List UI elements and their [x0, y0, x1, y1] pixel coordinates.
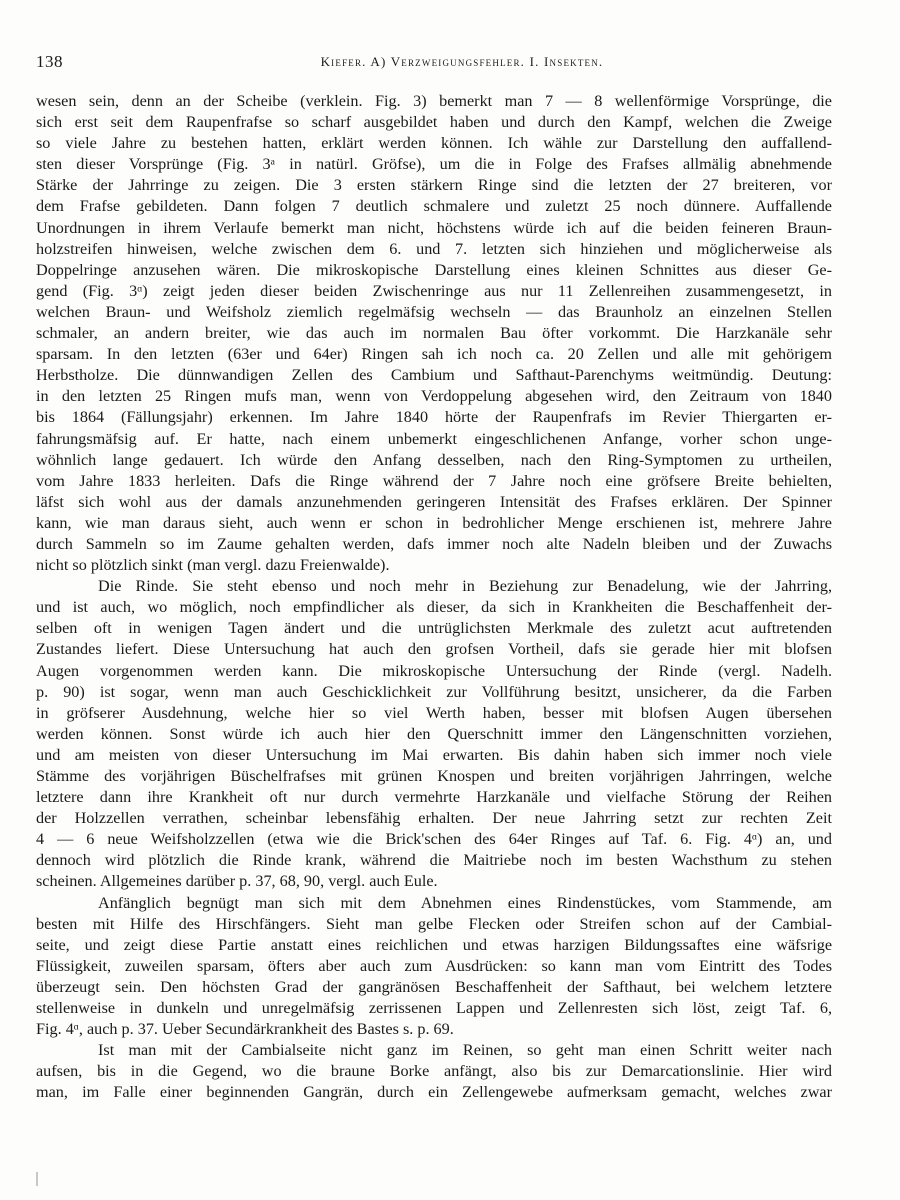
page-number: 138 — [36, 52, 63, 71]
text-line: letztere dann ihre Krankheit oft nur durch vermehrte Harzkanäle und vielfache Störung der Reihen — [36, 788, 832, 807]
text-line: dem Frafse gebildeten. Dann folgen 7 deutlich schmalere und zuletzt 25 noch dünnere. Auffallende — [36, 197, 832, 216]
text-line: stellenweise in dunkeln und unregelmäfsig zerrissenen Lappen und Zellenresten sich löst, zeigt Taf. 6, — [36, 999, 832, 1018]
text-line: sten dieser Vorsprünge (Fig. 3ᵃ in natürl. Gröfse), um die in Folge des Frafses allmälig abnehmende — [36, 155, 832, 174]
text-line: und am meisten von dieser Untersuchung im Mai erwarten. Bis dahin haben sich immer noch viele — [36, 745, 832, 764]
text-line: 4 — 6 neue Weifsholzzellen (etwa wie die Brick'schen des 64er Ringes auf Taf. 6. Fig. 4ᵅ) an, und — [36, 830, 832, 849]
page-header — [36, 52, 828, 76]
text-line: werden können. Sonst würde ich auch hier den Querschnitt immer den Längenschnitten vorziehen, — [36, 724, 832, 743]
text-line: Flüssigkeit, zuweilen sparsam, öfters aber auch zum Ausdrücken: so kann man vom Eintritt des Todes — [36, 956, 832, 975]
text-line: Anfänglich begnügt man sich mit dem Abnehmen eines Rindenstückes, vom Stammende, am — [98, 893, 832, 912]
text-line: aufsen, bis in die Gegend, wo die braune Borke anfängt, also bis zur Demarcationslinie. Hier wird — [36, 1062, 832, 1081]
text-line: Fig. 4ᵅ, auch p. 37. Ueber Secundärkrankheit des Bastes s. p. 69. — [36, 1020, 454, 1039]
text-line: der Holzzellen verrathen, scheinbar lebensfähig erhalten. Der neue Jahrring setzt zur rechten Zeit — [36, 809, 832, 828]
text-line: Zustandes liefert. Diese Untersuchung hat auch den grofsen Vortheil, dafs sie gerade hier mit blofsen — [36, 640, 832, 659]
text-line: Ist man mit der Cambialseite nicht ganz im Reinen, so geht man einen Schritt weiter nach — [98, 1041, 832, 1060]
running-head: Kiefer. A) Verzweigungsfehler. I. Insekten. — [320, 54, 604, 69]
text-line: in gröfserer Ausdehnung, welche hier so viel Werth haben, besser mit blofsen Augen übersehen — [36, 703, 832, 722]
text-line: nicht so plötzlich sinkt (man vergl. dazu Freienwalde). — [36, 556, 390, 575]
text-line: scheinen. Allgemeines darüber p. 37, 68, 90, vergl. auch Eule. — [36, 872, 438, 891]
text-line: p. 90) ist sogar, wenn man auch Geschicklichkeit zur Vollführung besitzt, unsicherer, da die Farben — [36, 682, 832, 701]
text-line: fahrungsmäfsig auf. Er hatte, nach einem unbemerkt eingeschlichenen Anfange, vorher schon unge- — [36, 429, 832, 448]
text-line: Stärke der Jahrringe zu zeigen. Die 3 ersten stärkern Ringe sind die letzten der 27 breiteren, vor — [36, 176, 832, 195]
text-line: in den letzten 25 Ringen mufs man, wenn von Verdoppelung abgesehen wird, den Zeitraum von 1840 — [36, 387, 832, 406]
text-line: Doppelringe anzusehen wären. Die mikroskopische Darstellung eines kleinen Schnittes aus dieser Ge- — [36, 260, 832, 279]
text-line: läfst sich wohl aus der damals anzunehmenden geringeren Intensität des Frafses erklären. Der Spinner — [36, 492, 832, 511]
text-line: Die Rinde. Sie steht ebenso und noch mehr in Beziehung zur Benadelung, wie der Jahrring, — [98, 577, 832, 596]
text-line: welchen Braun- und Weifsholz ziemlich regelmäfsig wechseln — das Braunholz an einzelnen Stellen — [36, 302, 832, 321]
text-line: wesen sein, denn an der Scheibe (verklein. Fig. 3) bemerkt man 7 — 8 wellenförmige Vorsprünge, die — [36, 92, 832, 110]
text-line: besten mit Hilfe des Hirschfängers. Sieht man gelbe Flecken oder Streifen schon auf der Cambial- — [36, 914, 832, 933]
text-line: und ist auch, wo möglich, noch empfindlicher als dieser, da sich in Krankheiten die Beschaffenheit der- — [36, 598, 832, 617]
text-line: schmaler, an andern breiter, wie das auch im normalen Bau öfter vorkommt. Die Harzkanäle sehr — [36, 324, 832, 343]
text-line: seite, und zeigt diese Partie anstatt eines reichlichen und etwas harzigen Bildungssaftes eine wäfsrige — [36, 935, 832, 954]
text-line: selben oft in wenigen Tagen ändert und die untrüglichsten Merkmale des zuletzt acut auftretenden — [36, 619, 832, 638]
text-line: sparsam. In den letzten (63er und 64er) Ringen sah ich noch ca. 20 Zellen und alle mit gehörigem — [36, 345, 832, 364]
body-text — [36, 91, 832, 1104]
text-line: Augen vorgenommen werden kann. Die mikroskopische Untersuchung der Rinde (vergl. Nadelh. — [36, 661, 832, 680]
text-line: holzstreifen hinweisen, welche zwischen dem 6. und 7. letzten sich hinziehen und möglicherweise als — [36, 239, 832, 258]
text-line: Unordnungen in ihrem Verlaufe bemerkt man nicht, höchstens würde ich auf die beiden feineren Braun- — [36, 218, 832, 237]
text-line: wöhnlich lange gedauert. Ich würde den Anfang desselben, nach den Ring-Symptomen zu urtheilen, — [36, 450, 832, 469]
text-line: Herbstholze. Die dünnwandigen Zellen des Cambium und Safthaut-Parenchyms weitmündig. Deutung: — [36, 366, 832, 385]
text-line: dennoch wird plötzlich die Rinde krank, während die Maitriebe noch im besten Wachsthum zu stehen — [36, 851, 832, 870]
text-line: bis 1864 (Fällungsjahr) erkennen. Im Jahre 1840 hörte der Raupenfrafs im Revier Thiergarten er- — [36, 408, 832, 427]
text-line: überzeugt sein. Den höchsten Grad der gangränösen Beschaffenheit der Safthaut, bei welchem letztere — [36, 977, 832, 996]
scan-smudge — [36, 1172, 38, 1186]
text-line: kann, wie man daraus sieht, auch wenn er schon in bedrohlicher Menge erschienen ist, mehrere Jahre — [36, 513, 832, 532]
text-line: Stämme des vorjährigen Büschelfrafses mit grünen Knospen und breiten vorjährigen Jahrringen, welche — [36, 767, 832, 785]
text-line: sich erst seit dem Raupenfrafse so scharf ausgebildet haben und durch den Kampf, welchen die Zweige — [36, 113, 832, 132]
text-line: man, im Falle einer beginnenden Gangrän, durch ein Zellengewebe aufmerksam gemacht, welches zwar — [36, 1083, 832, 1102]
text-line: gend (Fig. 3ᵅ) zeigt jeden dieser beiden Zwischenringe aus nur 11 Zellenreihen zusammengesetzt, in — [36, 281, 832, 300]
text-line: durch Sammeln so im Zaume gehalten werden, dafs immer noch alte Nadeln bleiben und der Zuwachs — [36, 534, 832, 553]
text-line: vom Jahre 1833 herleiten. Dafs die Ringe während der 7 Jahre noch eine gröfsere Breite behielten, — [36, 471, 832, 490]
text-line: so viele Jahre zu bestehen hatten, erklärt werden können. Ich wähle zur Darstellung den auffallend- — [36, 134, 832, 153]
